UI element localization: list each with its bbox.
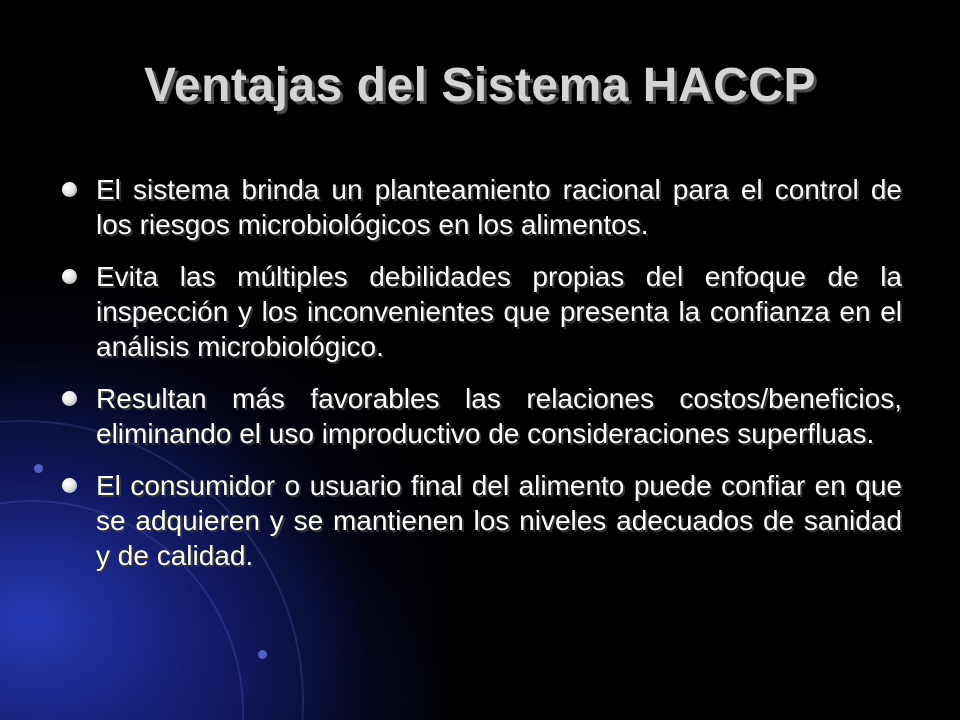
bullet-text: Resultan más favorables las relaciones costos/beneficios, eliminando el uso improductivo de consideraciones superfluas. (96, 383, 902, 449)
bullet-text: Evita las múltiples debilidades propias del enfoque de la inspección y los inconvenientes que presenta la confianza en el análisis microbiológico. (96, 261, 902, 362)
bullet-item (62, 381, 902, 451)
bullet-icon (62, 391, 77, 406)
bullet-text: El consumidor o usuario final del alimento puede confiar en que se adquieren y se mantienen los niveles adecuados de sanidad y de calidad. (96, 470, 902, 571)
bullet-icon (62, 182, 77, 197)
bullet-text: El sistema brinda un planteamiento racional para el control de los riesgos microbiológicos en los alimentos. (96, 174, 902, 240)
slide-title: Ventajas del Sistema HACCP (144, 59, 816, 112)
decor-dot (258, 650, 267, 659)
decor-dot (34, 464, 43, 473)
bullet-list (62, 172, 902, 590)
bullet-icon (62, 478, 77, 493)
bullet-item (62, 468, 902, 573)
bullet-icon (62, 269, 77, 284)
bullet-item (62, 172, 902, 242)
bullet-item (62, 259, 902, 364)
